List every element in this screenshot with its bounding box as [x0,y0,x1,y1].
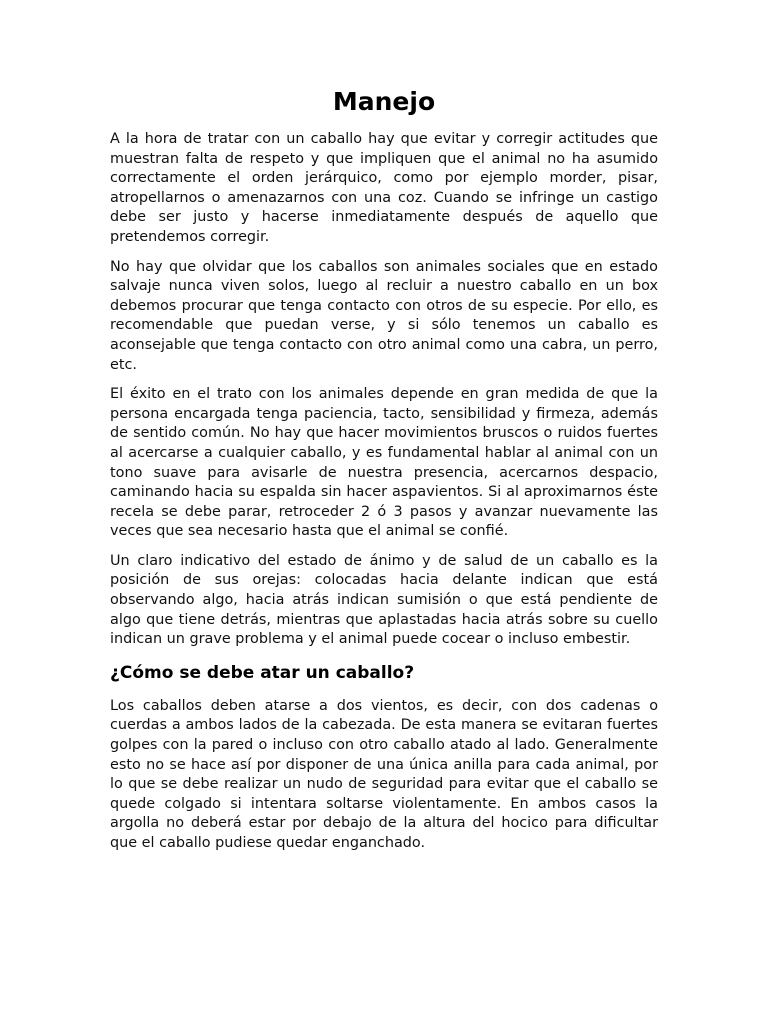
paragraph: Los caballos deben atarse a dos vientos, es decir, con dos cadenas o cuerdas a ambos lados de la cabezada. De esta manera se evitaran fuertes golpes con la pared o incluso con otro caballo atado al lado. Generalmente esto no se hace así por disponer de una única anilla para cada animal, por lo que se debe realizar un nudo de seguridad para evitar que el caballo se quede colgado si intentara soltarse violentamente. En ambos casos la argolla no deberá estar por debajo de la altura del hocico para dificultar que el caballo pudiese quedar enganchado. [110,697,658,851]
document-title: Manejo [332,87,436,116]
paragraph: Un claro indicativo del estado de ánimo y de salud de un caballo es la posición de sus orejas: colocadas hacia delante indican que está observando algo, hacia atrás indican sumisión o que está pendiente de algo que tiene detrás, mientras que aplastadas hacia atrás sobre su cuello indican un grave problema y el animal puede cocear o incluso embestir. [110,552,658,648]
section-heading: ¿Cómo se debe atar un caballo? [110,662,415,683]
paragraph: El éxito en el trato con los animales depende en gran medida de que la persona encargada tenga paciencia, tacto, sensibilidad y firmeza, además de sentido común. No hay que hacer movimientos bruscos o ruidos fuertes al acercarse a cualquier caballo, y es fundamental hablar al animal con un tono suave para avisarle de nuestra presencia, acercarnos despacio, caminando hacia su espalda sin hacer aspavientos. Si al aproximarnos éste recela se debe parar, retroceder 2 ó 3 pasos y avanzar nuevamente las veces que sea necesario hasta que el animal se confié. [110,386,658,540]
document-page [110,86,658,864]
paragraph: A la hora de tratar con un caballo hay que evitar y corregir actitudes que muestran falta de respeto y que impliquen que el animal no ha asumido correctamente el orden jerárquico, como por ejemplo morder, pisar, atropellarnos o amenazarnos con una coz. Cuando se infringe un castigo debe ser justo y hacerse inmediatamente después de aquello que pretendemos corregir. [110,131,658,245]
paragraph: No hay que olvidar que los caballos son animales sociales que en estado salvaje nunca viven solos, luego al recluir a nuestro caballo en un box debemos procurar que tenga contacto con otros de su especie. Por ello, es recomendable que puedan verse, y si sólo tenemos un caballo es aconsejable que tenga contacto con otro animal como una cabra, un perro, etc. [110,258,658,373]
